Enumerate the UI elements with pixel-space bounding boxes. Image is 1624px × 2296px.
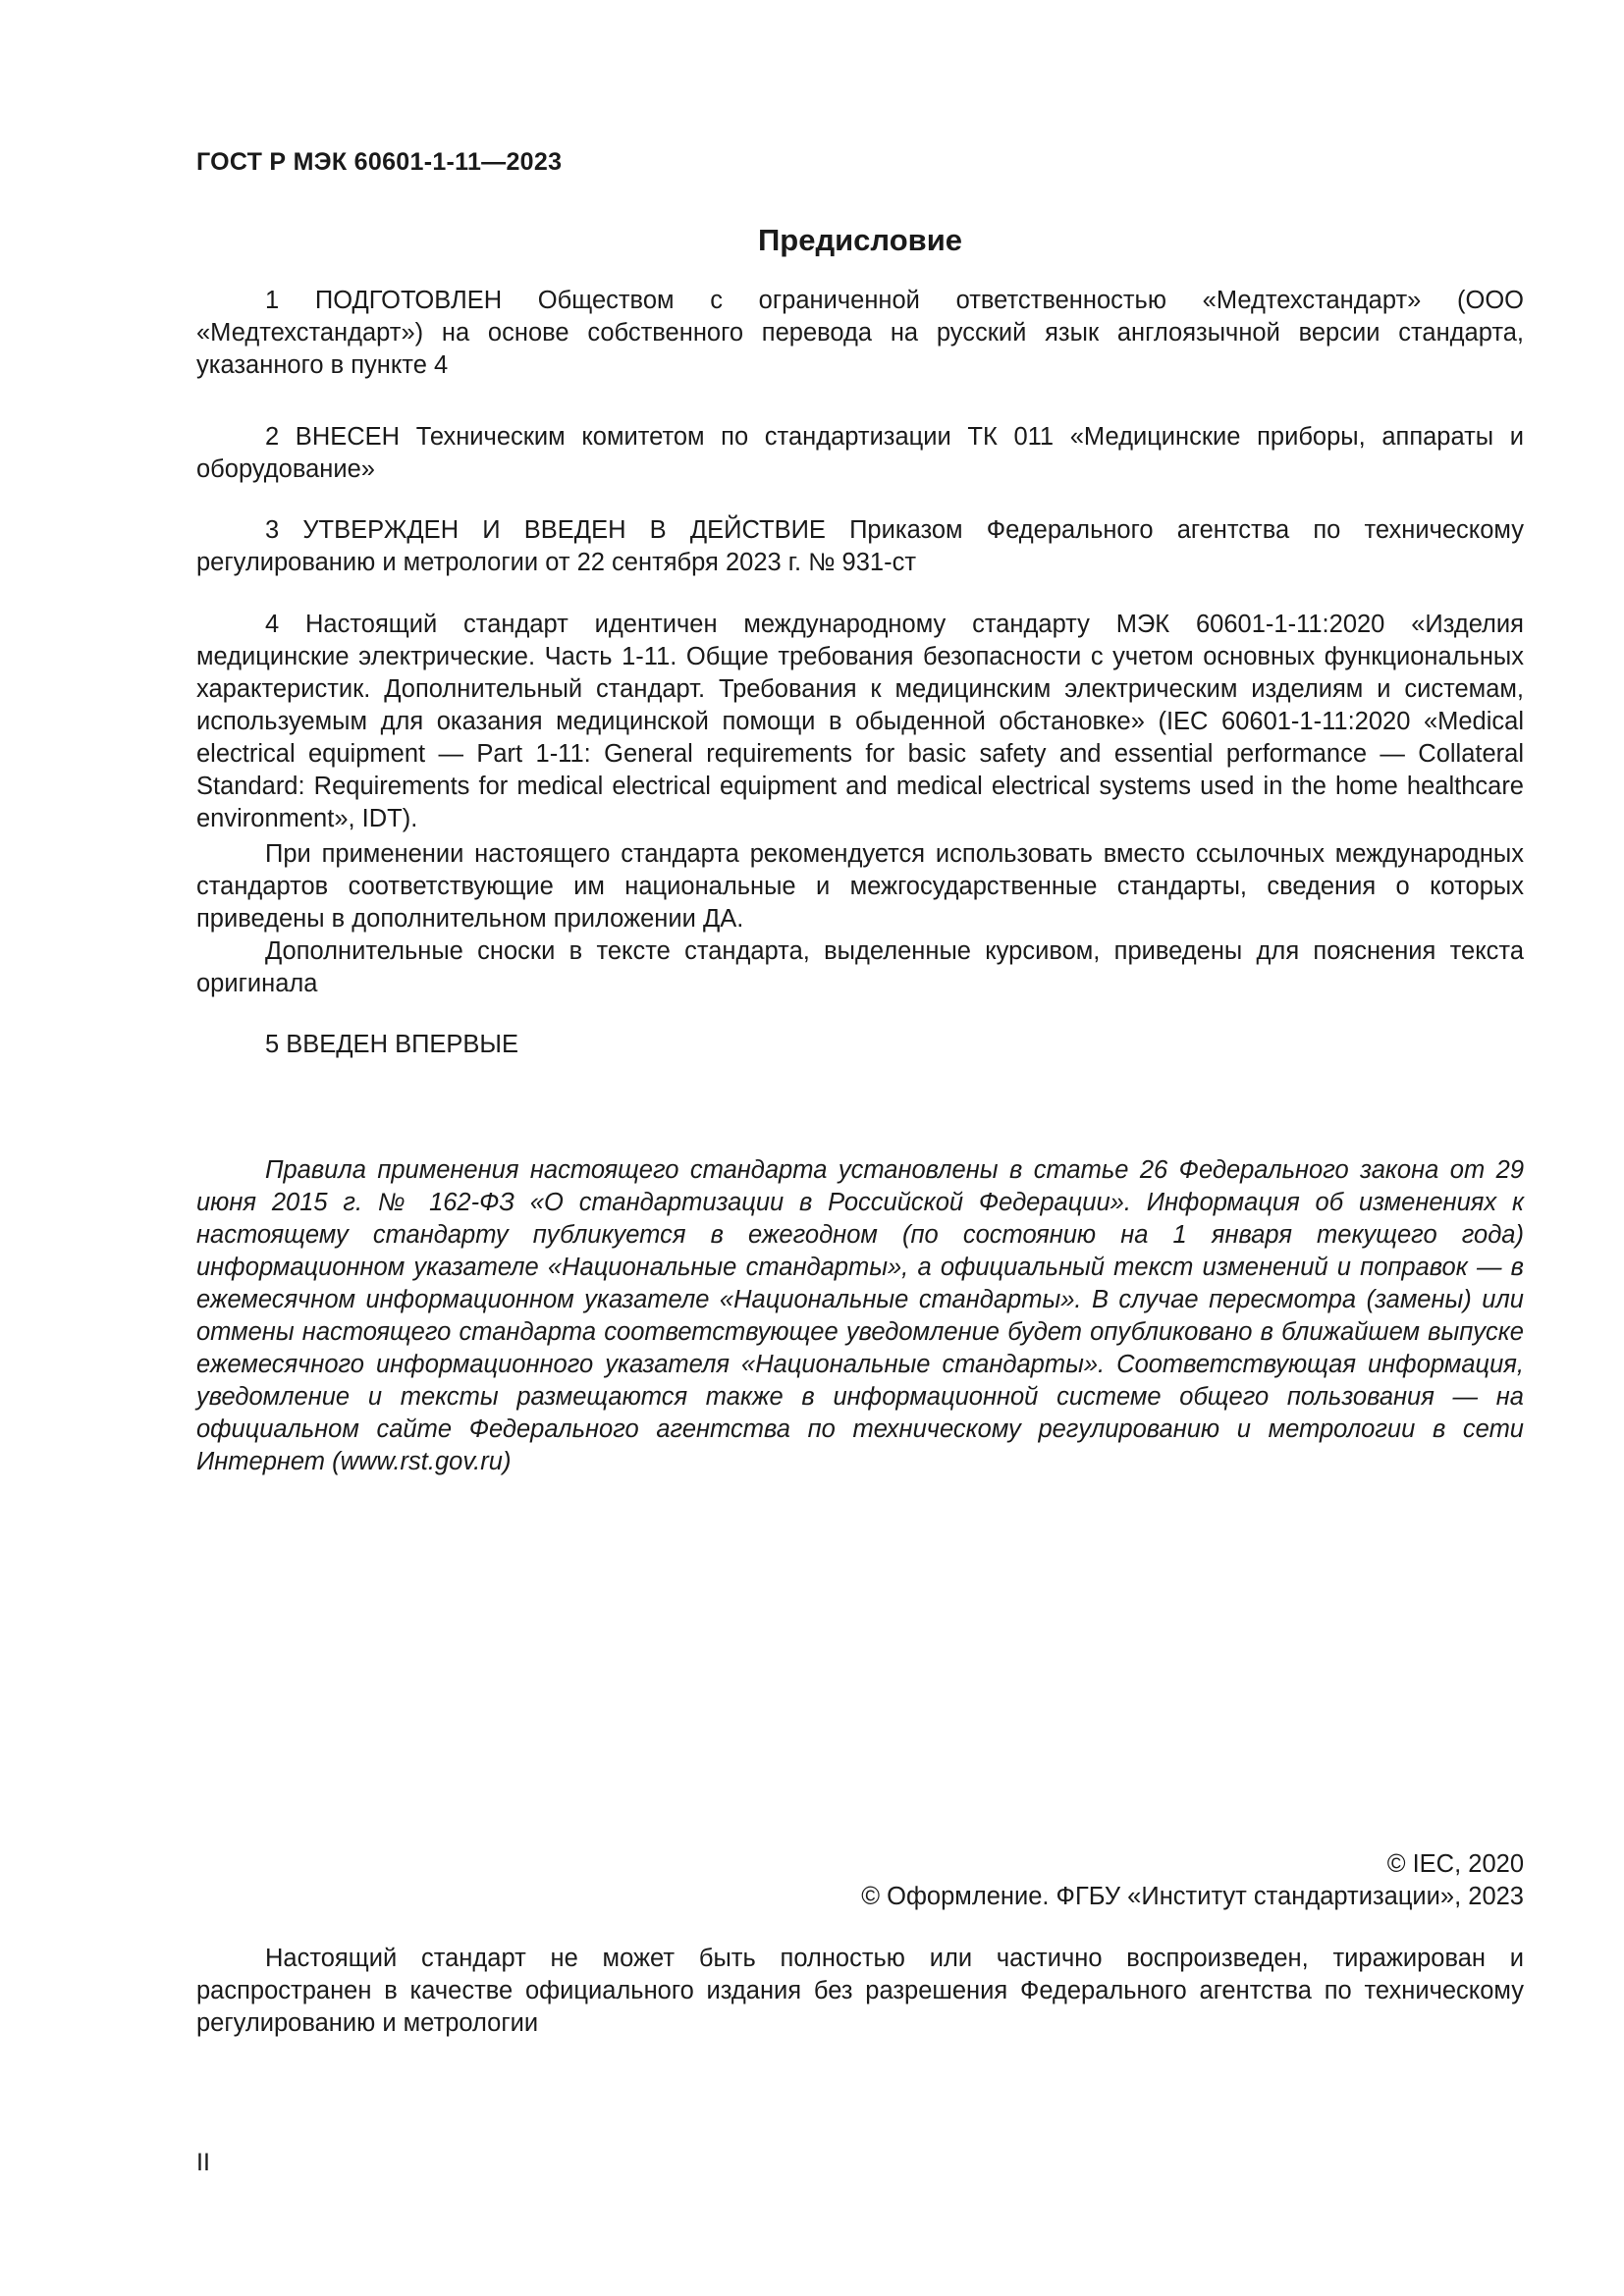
document-page — [196, 0, 1524, 2296]
foreword-item-4-footnotes-note: Дополнительные сноски в тексте стандарта, выделенные курсивом, приведены для пояснения текста оригинала — [196, 937, 1524, 997]
copyright-iec: © IEC, 2020 — [1386, 1850, 1524, 1878]
copyright-design: © Оформление. ФГБУ «Институт стандартизации», 2023 — [861, 1883, 1524, 1910]
foreword-title: Предисловие — [757, 223, 962, 257]
foreword-item-4: 4 Настоящий стандарт идентичен международному стандарту МЭК 60601-1-11:2020 «Изделия медицинские электрические. Часть 1-11. Общие требования безопасности с учетом основных функциональных характеристик. Дополнительный стандарт. Требования к медицинским электрическим изделиям и системам, используемым для оказания медицинской помощи в обыденной обстановке» (IEC 60601-1-11:2020 «Medical electrical equipment — Part 1-11: General requirements for basic safety and essential performance — Collateral Standard: Requirements for medical electrical equipment and medical electrical systems used in the home healthcare environment», IDT). — [196, 611, 1524, 832]
standard-rules-notice: Правила применения настоящего стандарта установлены в статье 26 Федерального закона от 29 июня 2015 г. № 162-ФЗ «О стандартизации в Российской Федерации». Информация об изменениях к настоящему стандарту публикуется в ежегодном (по состоянию на 1 января текущего года) информационном указателе «Национальные стандарты», а официальный текст изменений и поправок — в ежемесячном информационном указателе «Национальные стандарты». В случае пересмотра (замены) или отмены настоящего стандарта соответствующее уведомление будет опубликовано в ближайшем выпуске ежемесячного информационного указателя «Национальные стандарты». Соответствующая информация, уведомление и тексты размещаются также в информационной системе общего пользования — на официальном сайте Федерального агентства по техническому регулированию и метрологии в сети Интернет (www.rst.gov.ru) — [196, 1156, 1524, 1475]
page-number: II — [196, 2149, 210, 2176]
foreword-item-2: 2 ВНЕСЕН Техническим комитетом по стандартизации ТК 011 «Медицинские приборы, аппараты и оборудование» — [196, 423, 1524, 483]
foreword-item-3: 3 УТВЕРЖДЕН И ВВЕДЕН В ДЕЙСТВИЕ Приказом Федерального агентства по техническому регулированию и метрологии от 22 сентября 2023 г. № 931-ст — [196, 516, 1524, 576]
foreword-item-5: 5 ВВЕДЕН ВПЕРВЫЕ — [265, 1031, 519, 1058]
foreword-item-4-references-note: При применении настоящего стандарта рекомендуется использовать вместо ссылочных международных стандартов соответствующие им национальные и межгосударственные стандарты, сведения о которых приведены в дополнительном приложении ДА. — [196, 840, 1524, 933]
foreword-item-1: 1 ПОДГОТОВЛЕН Обществом с ограниченной ответственностью «Медтехстандарт» (ООО «Медтехстандарт») на основе собственного перевода на русский язык англоязычной версии стандарта, указанного в пункте 4 — [196, 287, 1524, 379]
document-code-header: ГОСТ Р МЭК 60601-1-11—2023 — [196, 148, 563, 176]
reproduction-notice: Настоящий стандарт не может быть полностью или частично воспроизведен, тиражирован и распространен в качестве официального издания без разрешения Федерального агентства по техническому регулированию и метрологии — [196, 1945, 1524, 2037]
